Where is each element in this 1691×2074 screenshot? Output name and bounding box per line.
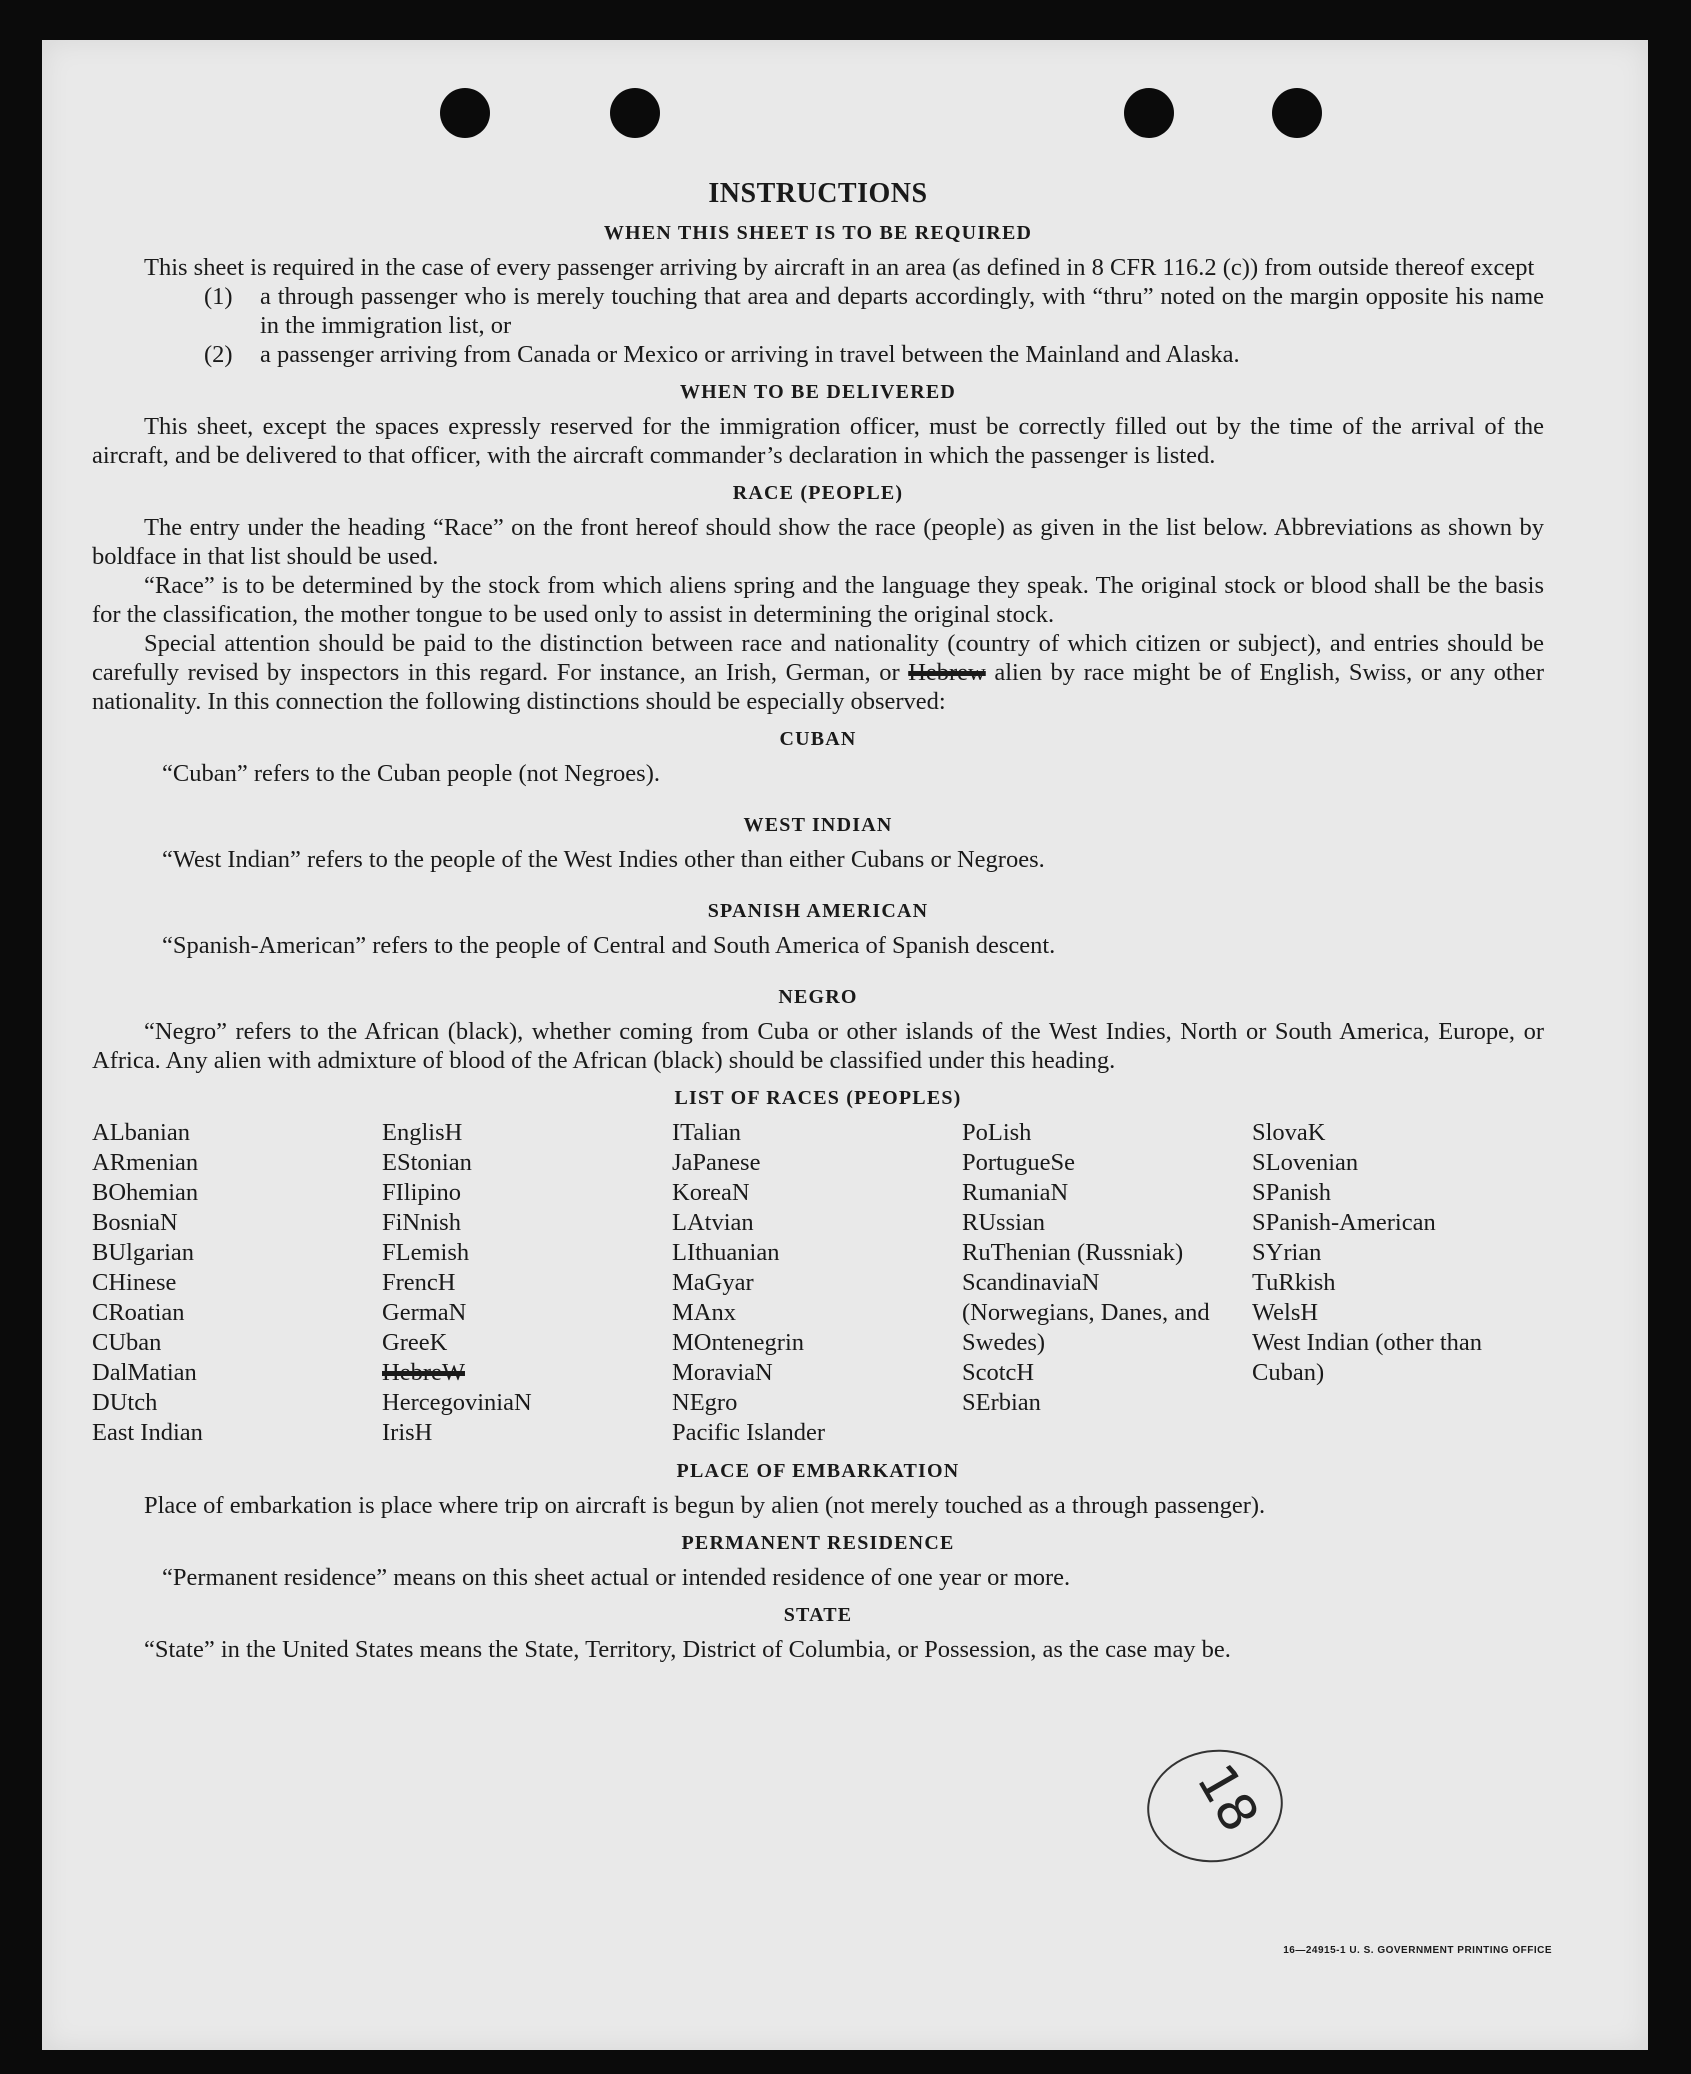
race-paragraph-3b: alien by race might be of English, Swiss, or any other nationality. In this connection the following distinctions should be especially observed: [92,659,1545,715]
punch-hole [1124,88,1174,138]
race-paragraph-3 [92,629,1544,716]
race-column-5 [1252,1118,1542,1448]
race-item: FrencH [382,1269,456,1296]
race-item: MOntenegrin [672,1329,804,1356]
race-column-2 [382,1118,672,1448]
race-item: DUtch [92,1389,158,1416]
race-column-4 [962,1118,1252,1448]
race-item: West Indian (other than Cuban) [1252,1329,1483,1386]
instructions-page [92,178,1544,1664]
race-item: RUssian [962,1209,1046,1236]
state-text: “State” in the United States means the State, Territory, District of Columbia, or Possession, as the case may be. [144,1636,1231,1663]
race-paragraph-3a: Special attention should be paid to the distinction between race and nationality (country of which citizen or subject), and entries should be carefully revised by inspectors in this regard. For instance, an Irish, German, or [92,630,1544,686]
negro-text: “Negro” refers to the African (black), whether coming from Cuba or other islands of the West Indies, North or South America, Europe, or Africa. Any alien with admixture of blood of the African (black) should be classified under this heading. [92,1018,1544,1074]
handwritten-number: 18 [1184,1754,1270,1842]
race-item: IrisH [382,1419,433,1446]
race-item: EnglisH [382,1119,463,1146]
race-item: CRoatian [92,1299,185,1326]
race-item: HercegoviniaN [382,1389,532,1416]
cuban-text: “Cuban” refers to the Cuban people (not Negroes). [162,760,660,787]
race-item: EStonian [382,1149,472,1176]
punch-hole [1272,88,1322,138]
printing-office-code: 16—24915-1 U. S. GOVERNMENT PRINTING OFFICE [1283,1945,1552,1956]
race-item: SPanish-American [1252,1209,1436,1236]
race-item: RumaniaN [962,1179,1069,1206]
race-item: PortugueSe [962,1149,1075,1176]
race-item: Pacific Islander [672,1419,826,1446]
section-heading-race: RACE (PEOPLE) [732,482,904,504]
race-item: GermaN [382,1299,467,1326]
race-item: FiNnish [382,1209,461,1236]
section-heading-residence: PERMANENT RESIDENCE [681,1532,955,1554]
race-item: ScotcH [962,1359,1035,1386]
race-item: MAnx [672,1299,736,1326]
race-item: FIlipino [382,1179,461,1206]
race-item: SPanish [1252,1179,1331,1206]
race-item: SErbian [962,1389,1041,1416]
race-item: NEgro [672,1389,738,1416]
race-item: LAtvian [672,1209,754,1236]
race-column-3 [672,1118,962,1448]
race-item: KoreaN [672,1179,750,1206]
section-heading-when-required: WHEN THIS SHEET IS TO BE REQUIRED [603,222,1033,244]
section-heading-cuban: CUBAN [779,728,857,750]
race-list [92,1118,1544,1448]
embarkation-text: Place of embarkation is place where trip on aircraft is begun by alien (not merely touched as a through passenger). [144,1492,1266,1519]
section-heading-negro: NEGRO [778,986,858,1008]
race-item: SYrian [1252,1239,1322,1266]
page-title: INSTRUCTIONS [708,178,928,209]
race-column-1 [92,1118,382,1448]
race-item: MoraviaN [672,1359,773,1386]
race-item: SlovaK [1252,1119,1326,1146]
section-heading-when-delivered: WHEN TO BE DELIVERED [679,381,957,403]
document-sheet [42,40,1648,2050]
race-paragraph-1: The entry under the heading “Race” on the front hereof should show the race (people) as given in the list below. Abbreviations as shown by boldface in that list should be used. [92,514,1544,570]
race-paragraph-2: “Race” is to be determined by the stock from which aliens spring and the language they speak. The original stock or blood shall be the basis for the classification, the mother tongue to be used only to assist in determining the original stock. [92,572,1544,628]
race-item: ITalian [672,1119,742,1146]
race-item: RuThenian (Russniak) [962,1239,1184,1266]
race-item: CUban [92,1329,162,1356]
condition-text: a through passenger who is merely touching that area and departs accordingly, with “thru” noted on the margin opposite his name in the immigration list, or [260,283,1544,339]
race-item: BOhemian [92,1179,199,1206]
handwritten-number-circle [1140,1741,1290,1871]
punch-hole [610,88,660,138]
race-item: ScandinaviaN (Norwegians, Danes, and Swedes) [962,1269,1210,1356]
race-item: BosniaN [92,1209,178,1236]
race-item: BUlgarian [92,1239,195,1266]
race-item: CHinese [92,1269,177,1296]
race-item: FLemish [382,1239,470,1266]
race-item: MaGyar [672,1269,754,1296]
west-indian-text: “West Indian” refers to the people of the West Indies other than either Cubans or Negroes. [162,846,1045,873]
spanish-american-text: “Spanish-American” refers to the people of Central and South America of Spanish descent. [162,932,1056,959]
condition-2 [204,340,1544,369]
race-item: DalMatian [92,1359,197,1386]
race-item: PoLish [962,1119,1032,1146]
condition-number: (2) [204,341,233,368]
race-item-struck: HebreW [382,1359,465,1386]
race-item: ARmenian [92,1149,199,1176]
section-heading-embarkation: PLACE OF EMBARKATION [676,1460,960,1482]
race-item: LIthuanian [672,1239,780,1266]
race-item: TuRkish [1252,1269,1336,1296]
race-item: ALbanian [92,1119,190,1146]
struck-word: Hebrew [908,659,986,686]
section-heading-state: STATE [783,1604,853,1626]
when-delivered-text: This sheet, except the spaces expressly reserved for the immigration officer, must be correctly filled out by the time of the arrival of the aircraft, and be delivered to that officer, with the aircraft commander’s declaration in which the passenger is listed. [92,413,1544,469]
section-heading-west-indian: WEST INDIAN [743,814,893,836]
race-item: WelsH [1252,1299,1319,1326]
condition-text: a passenger arriving from Canada or Mexico or arriving in travel between the Mainland and Alaska. [260,341,1240,368]
residence-text: “Permanent residence” means on this sheet actual or intended residence of one year or more. [162,1564,1071,1591]
punch-hole [440,88,490,138]
when-required-text: This sheet is required in the case of every passenger arriving by aircraft in an area (as defined in 8 CFR 116.2 (c)) from outside thereof except [144,254,1535,281]
section-heading-list-of-races: LIST OF RACES (PEOPLES) [674,1087,962,1109]
race-item: JaPanese [672,1149,761,1176]
race-item: SLovenian [1252,1149,1359,1176]
section-heading-spanish-american: SPANISH AMERICAN [707,900,929,922]
condition-number: (1) [204,283,233,310]
condition-1 [204,282,1544,340]
race-item: East Indian [92,1419,203,1446]
race-item: GreeK [382,1329,448,1356]
